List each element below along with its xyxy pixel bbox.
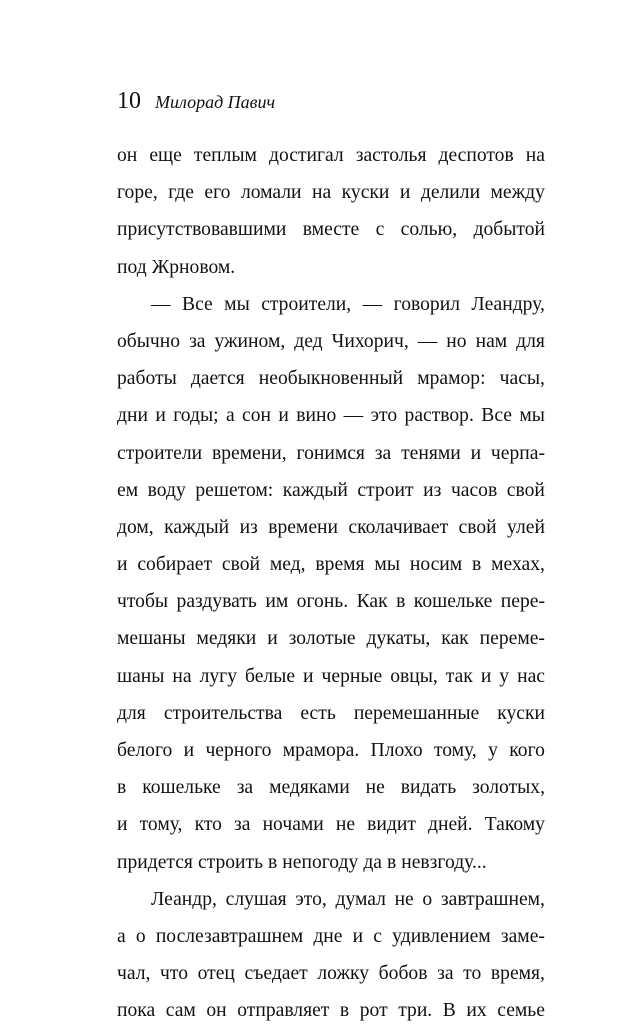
- text-line: в кошельке за медяками не видать золотых,: [117, 777, 545, 799]
- text-line: ем воду решетом: каждый строит из часов свой: [117, 479, 545, 501]
- text-line: пока сам он отправляет в рот три. В их семье: [117, 1000, 545, 1022]
- page-header: [117, 88, 275, 118]
- text-line: Леандр, слушая это, думал не о завтрашнем,: [151, 888, 545, 910]
- text-line: под Жрновом.: [117, 256, 236, 278]
- text-line: дни и годы; а сон и вино — это раствор. Все мы: [117, 405, 545, 427]
- text-line: шаны на лугу белые и черные овцы, так и у нас: [117, 665, 545, 687]
- text-line: дом, каждый из времени сколачивает свой улей: [117, 516, 545, 538]
- text-line: строители времени, гонимся за тенями и черпа-: [117, 442, 545, 464]
- text-line: обычно за ужином, дед Чихорич, — но нам для: [117, 330, 545, 352]
- text-line: для строительства есть перемешанные куски: [117, 702, 545, 724]
- text-line: — Все мы строители, — говорил Леандру,: [151, 293, 545, 315]
- text-line: горе, где его ломали на куски и делили между: [117, 182, 545, 204]
- text-line: и тому, кто за ночами не видит дней. Такому: [117, 814, 545, 836]
- text-line: чал, что отец съедает ложку бобов за то время,: [117, 963, 545, 985]
- text-line: мешаны медяки и золотые дукаты, как переме-: [117, 628, 545, 650]
- running-head-author: Милорад Павич: [155, 92, 276, 112]
- text-line: придется строить в непогоду да в невзгоду...: [117, 851, 487, 873]
- page-number: 10: [117, 88, 141, 114]
- text-line: чтобы раздувать им огонь. Как в кошельке пере-: [117, 591, 545, 613]
- body-text: [117, 137, 545, 1030]
- text-line: а о послезавтрашнем дне и с удивлением заме-: [117, 925, 545, 947]
- text-line: и собирает свой мед, время мы носим в мехах,: [117, 554, 545, 576]
- text-line: присутствовавшими вместе с солью, добытой: [117, 219, 545, 241]
- text-line: он еще теплым достигал застолья деспотов на: [117, 145, 545, 166]
- text-line: белого и черного мрамора. Плохо тому, у кого: [117, 740, 545, 761]
- text-line: работы дается необыкновенный мрамор: часы,: [117, 368, 545, 390]
